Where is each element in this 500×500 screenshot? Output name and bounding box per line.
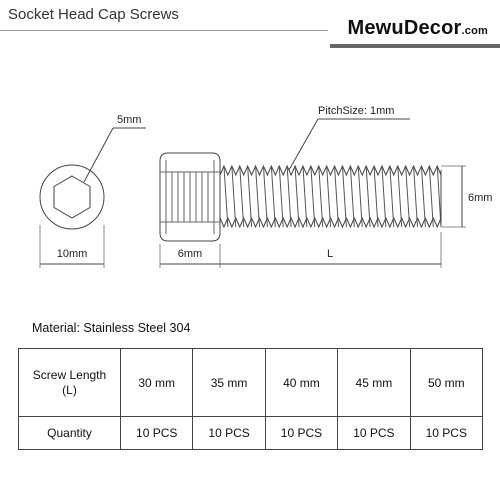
quantity-cell: 10 PCS — [121, 417, 193, 450]
table-row-length — [19, 349, 483, 417]
spec-table — [18, 348, 483, 450]
length-header-line2: (L) — [62, 382, 77, 397]
thread-line — [335, 166, 339, 227]
thread-line — [263, 166, 267, 227]
material-label: Material: Stainless Steel 304 — [32, 321, 191, 335]
thread-line — [390, 166, 394, 227]
length-header-line1: Screw Length — [32, 367, 107, 382]
thread-line — [248, 166, 252, 227]
length-label: L — [326, 248, 334, 260]
length-cell: 50 mm — [410, 349, 482, 417]
quantity-cell: 10 PCS — [410, 417, 482, 450]
thread-line — [319, 166, 323, 227]
page-title: Socket Head Cap Screws — [8, 6, 179, 23]
hex-socket — [54, 176, 90, 218]
thread-line — [327, 166, 331, 227]
thread-line — [437, 166, 441, 227]
length-cell: 40 mm — [265, 349, 337, 417]
quantity-cell: 10 PCS — [265, 417, 337, 450]
thread-line — [414, 166, 418, 227]
thread-line — [279, 166, 283, 227]
thread-line — [421, 166, 425, 227]
pitch-size-label: PitchSize: 1mm — [318, 105, 395, 117]
thread-line — [311, 166, 315, 227]
thread-dia-label: 6mm — [468, 192, 493, 204]
head-circle — [40, 165, 104, 229]
end-view — [40, 128, 146, 268]
thread-line — [398, 166, 402, 227]
table-row-quantity — [19, 417, 483, 450]
thread-line — [256, 166, 260, 227]
thread-line — [295, 166, 299, 227]
length-cell: 30 mm — [121, 349, 193, 417]
thread-line — [429, 166, 433, 227]
quantity-header-cell: Quantity — [19, 417, 121, 450]
length-cell: 35 mm — [193, 349, 265, 417]
head-length-label: 6mm — [177, 248, 203, 260]
quantity-cell: 10 PCS — [338, 417, 410, 450]
length-cell: 45 mm — [338, 349, 410, 417]
thread-line — [382, 166, 386, 227]
head-knurl — [160, 160, 220, 234]
head-width-label: 10mm — [56, 248, 88, 260]
thread-line — [358, 166, 362, 227]
brand-suffix: .com — [461, 25, 488, 37]
thread-line — [374, 166, 378, 227]
thread-line — [406, 166, 410, 227]
side-view — [160, 119, 466, 268]
thread-line — [350, 166, 354, 227]
thread-line — [366, 166, 370, 227]
thread-lines — [224, 166, 441, 227]
thread-line — [342, 166, 346, 227]
thread-top-edge — [220, 166, 441, 175]
thread-line — [303, 166, 307, 227]
thread-line — [287, 166, 291, 227]
pitch-leader-line — [289, 119, 318, 170]
thread-line — [232, 166, 236, 227]
length-header-cell — [19, 349, 121, 417]
thread-line — [224, 166, 228, 227]
thread-line — [240, 166, 244, 227]
quantity-cell: 10 PCS — [193, 417, 265, 450]
hex-leader-line — [84, 128, 113, 182]
brand-name: MewuDecor — [347, 17, 462, 39]
thread-line — [271, 166, 275, 227]
hex-size-label: 5mm — [117, 114, 142, 126]
